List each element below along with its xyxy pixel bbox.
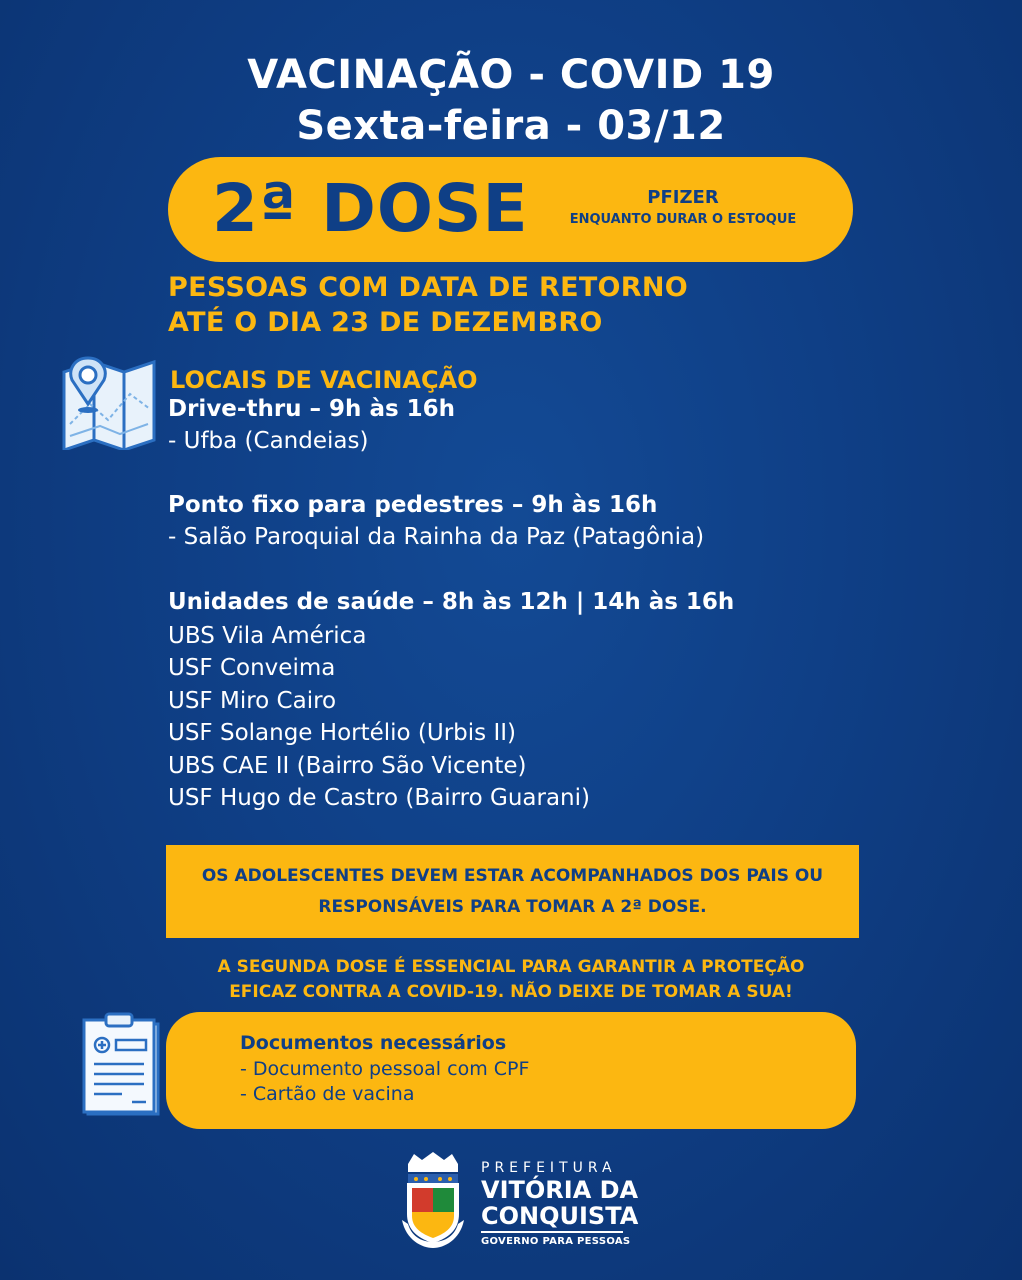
- essential-message: [150, 955, 872, 1005]
- vaccine-brand: [552, 187, 814, 227]
- locations-title: LOCAIS DE VACINAÇÃO: [170, 366, 478, 394]
- essential-line-1: A SEGUNDA DOSE É ESSENCIAL PARA GARANTIR A PROTEÇÃO: [217, 957, 805, 977]
- stock-note: ENQUANTO DURAR O ESTOQUE: [569, 212, 797, 227]
- list-item: UBS Vila América: [168, 623, 367, 649]
- map-pin-icon: [60, 354, 158, 450]
- footer-line-3: CONQUISTA: [481, 1202, 639, 1230]
- title-line-1: VACINAÇÃO - COVID 19: [247, 52, 775, 98]
- footer-line-2: VITÓRIA DA: [481, 1176, 639, 1204]
- footer-logo: [481, 1160, 638, 1247]
- health-units-heading: Unidades de saúde – 8h às 12h | 14h às 16h: [168, 589, 735, 615]
- audience-line-1: PESSOAS COM DATA DE RETORNO: [168, 272, 689, 303]
- health-units-list: [168, 620, 590, 814]
- drive-thru-heading: Drive-thru – 9h às 16h: [168, 396, 456, 422]
- drive-thru-place: - Ufba (Candeias): [168, 428, 369, 454]
- document-item: - Documento pessoal com CPF: [240, 1058, 530, 1080]
- list-item: USF Hugo de Castro (Bairro Guarani): [168, 785, 590, 812]
- title-line-2: Sexta-feira - 03/12: [296, 103, 726, 149]
- document-item: - Cartão de vacina: [240, 1083, 415, 1105]
- footer-divider: [481, 1231, 623, 1233]
- clipboard-icon: [82, 1012, 162, 1118]
- list-item: UBS CAE II (Bairro São Vicente): [168, 752, 527, 779]
- list-item: USF Conveima: [168, 655, 336, 682]
- notice-text: OS ADOLESCENTES DEVEM ESTAR ACOMPANHADOS DOS PAIS OU RESPONSÁVEIS PARA TOMAR A 2ª DOSE.: [201, 865, 824, 917]
- footer-line-1: PREFEITURA: [481, 1160, 617, 1176]
- adolescents-notice: [166, 845, 859, 938]
- city-crest-icon: [398, 1150, 468, 1250]
- dose-label: 2ª DOSE: [212, 170, 529, 247]
- footer-tagline: GOVERNO PARA PESSOAS: [481, 1236, 631, 1247]
- audience-line-2: ATÉ O DIA 23 DE DEZEMBRO: [168, 307, 603, 338]
- documents-title: Documentos necessários: [240, 1032, 507, 1054]
- pedestrian-place: - Salão Paroquial da Rainha da Paz (Patagônia): [168, 524, 705, 550]
- list-item: USF Solange Hortélio (Urbis II): [168, 720, 517, 747]
- list-item: USF Miro Cairo: [168, 687, 337, 714]
- brand-name: PFIZER: [647, 187, 719, 208]
- essential-line-2: EFICAZ CONTRA A COVID-19. NÃO DEIXE DE TOMAR A SUA!: [229, 982, 793, 1002]
- pedestrian-heading: Ponto fixo para pedestres – 9h às 16h: [168, 492, 658, 518]
